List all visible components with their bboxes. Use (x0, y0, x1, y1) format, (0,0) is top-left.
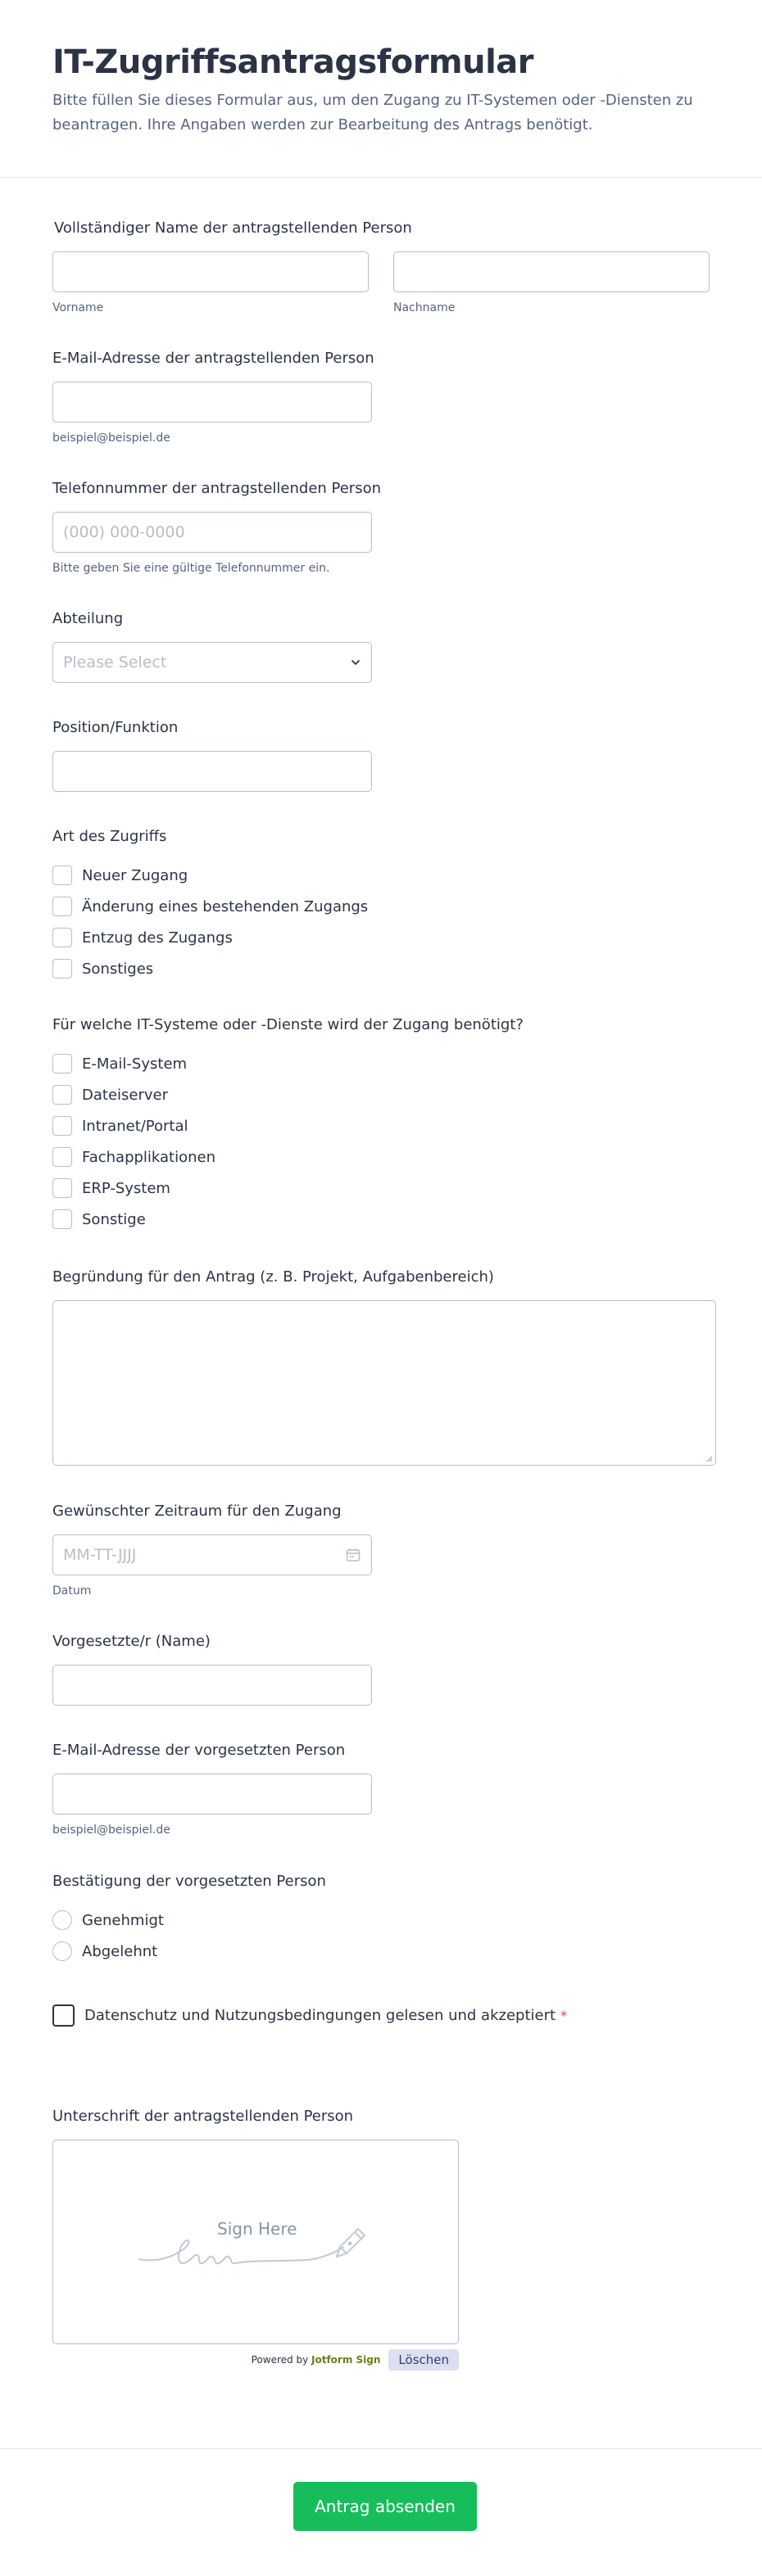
systems-option[interactable] (52, 1110, 710, 1141)
access-type-option[interactable] (52, 860, 710, 891)
systems-field (52, 1015, 710, 1235)
date-placeholder: MM-TT-JJJJ (63, 1546, 137, 1564)
option-label: E-Mail-System (82, 1055, 188, 1073)
required-asterisk: * (560, 2008, 568, 2023)
option-label: Fachapplikationen (82, 1148, 216, 1166)
systems-label: Für welche IT-Systeme oder -Dienste wird der Zugang benötigt? (52, 1016, 524, 1033)
reason-label: Begründung für den Antrag (z. B. Projekt, Aufgabenbereich) (52, 1268, 494, 1286)
systems-option[interactable] (52, 1079, 710, 1110)
checkbox[interactable] (52, 897, 72, 916)
option-label: Sonstiges (82, 960, 154, 978)
option-label: Sonstige (82, 1210, 146, 1228)
first-name-input[interactable] (52, 251, 369, 292)
phone-label: Telefonnummer der antragstellenden Person (52, 480, 382, 497)
name-field (52, 219, 710, 315)
department-placeholder: Please Select (63, 653, 167, 671)
checkbox[interactable] (52, 865, 72, 885)
form-body (0, 178, 762, 2370)
consent-field[interactable] (52, 2004, 710, 2027)
approval-label: Bestätigung der vorgesetzten Person (52, 1873, 326, 1890)
supervisor-email-field (52, 1741, 710, 1837)
email-input[interactable] (52, 382, 372, 423)
position-field (52, 718, 710, 792)
name-label: Vollständiger Name der antragstellenden Person (54, 219, 412, 237)
systems-option[interactable] (52, 1141, 710, 1173)
form-title: IT-Zugriffsantragsformular (52, 43, 533, 81)
checkbox[interactable] (52, 1054, 72, 1073)
systems-option[interactable] (52, 1048, 710, 1079)
signature-pad[interactable] (52, 2140, 459, 2344)
powered-prefix: Powered by (251, 2354, 309, 2366)
department-select[interactable] (52, 642, 372, 683)
option-label: Dateiserver (82, 1086, 169, 1104)
position-label: Position/Funktion (52, 719, 179, 736)
access-type-options (52, 860, 710, 984)
date-sublabel: Datum (52, 1584, 92, 1598)
supervisor-email-label: E-Mail-Adresse der vorgesetzten Person (52, 1742, 346, 1759)
checkbox[interactable] (52, 959, 72, 978)
powered-by (252, 2354, 381, 2366)
clear-signature-button[interactable]: Löschen (388, 2349, 459, 2370)
email-label: E-Mail-Adresse der antragstellenden Person (52, 350, 374, 367)
access-type-option[interactable] (52, 891, 710, 922)
approval-option[interactable] (52, 1905, 710, 1936)
signature-field (52, 2107, 710, 2370)
period-label: Gewünschter Zeitraum für den Zugang (52, 1503, 342, 1520)
access-type-option[interactable] (52, 953, 710, 984)
access-type-field (52, 827, 710, 984)
option-label: ERP-System (82, 1179, 170, 1197)
approval-field (52, 1872, 710, 1967)
checkbox[interactable] (52, 1116, 72, 1136)
supervisor-field (52, 1632, 710, 1706)
first-name-sublabel: Vorname (52, 301, 104, 314)
systems-option[interactable] (52, 1204, 710, 1235)
position-input[interactable] (52, 751, 372, 792)
last-name-input[interactable] (393, 251, 710, 292)
calendar-icon[interactable] (345, 1547, 361, 1563)
email-field (52, 349, 710, 445)
checkbox[interactable] (52, 1147, 72, 1167)
systems-options (52, 1048, 710, 1235)
supervisor-email-sublabel: beispiel@beispiel.de (52, 1824, 170, 1837)
powered-brand: Jotform Sign (311, 2354, 381, 2366)
phone-sublabel: Bitte geben Sie eine gültige Telefonnummer ein. (52, 562, 330, 575)
approval-options (52, 1905, 710, 1967)
radio-button[interactable] (52, 1941, 72, 1961)
form-subtitle: Bitte füllen Sie dieses Formular aus, um den Zugang zu IT-Systemen oder -Diensten zu beantragen. Ihre Angaben werden zur Bearbeitung des Antrags benötigt. (52, 92, 693, 133)
option-label: Intranet/Portal (82, 1117, 188, 1135)
reason-field (52, 1268, 710, 1466)
phone-input[interactable] (52, 512, 372, 553)
department-label: Abteilung (52, 610, 124, 627)
signature-footer (52, 2349, 459, 2370)
access-type-option[interactable] (52, 922, 710, 953)
supervisor-input[interactable] (52, 1665, 372, 1706)
checkbox[interactable] (52, 928, 72, 947)
option-label: Entzug des Zugangs (82, 929, 233, 947)
approval-option[interactable] (52, 1936, 710, 1967)
supervisor-email-input[interactable] (52, 1774, 372, 1814)
form-footer (0, 2448, 762, 2576)
signature-label: Unterschrift der antragstellenden Person (52, 2108, 354, 2125)
systems-option[interactable] (52, 1173, 710, 1204)
option-label: Neuer Zugang (82, 866, 188, 884)
consent-checkbox[interactable] (52, 2004, 75, 2027)
phone-field (52, 479, 710, 576)
phone-placeholder: (000) 000-0000 (63, 523, 185, 541)
checkbox[interactable] (52, 1178, 72, 1198)
radio-button[interactable] (52, 1910, 72, 1930)
checkbox[interactable] (52, 1085, 72, 1105)
consent-label: Datenschutz und Nutzungsbedingungen gelesen und akzeptiert (84, 2007, 556, 2024)
access-type-label: Art des Zugriffs (52, 828, 167, 845)
last-name-sublabel: Nachname (393, 301, 456, 314)
department-field (52, 609, 710, 683)
option-label: Abgelehnt (82, 1942, 158, 1960)
resize-handle-icon[interactable] (705, 1454, 713, 1462)
option-label: Genehmigt (82, 1911, 164, 1929)
signature-hint: Sign Here (217, 2219, 297, 2239)
email-sublabel: beispiel@beispiel.de (52, 432, 170, 445)
supervisor-label: Vorgesetzte/r (Name) (52, 1633, 211, 1650)
reason-textarea[interactable] (52, 1300, 716, 1466)
submit-button[interactable]: Antrag absenden (293, 2482, 477, 2531)
date-input[interactable] (52, 1534, 372, 1575)
checkbox[interactable] (52, 1209, 72, 1229)
option-label: Änderung eines bestehenden Zugangs (82, 897, 369, 915)
chevron-down-icon (350, 657, 361, 668)
signature-scribble-icon (53, 2140, 460, 2345)
period-field (52, 1502, 710, 1598)
form-header (0, 0, 762, 178)
